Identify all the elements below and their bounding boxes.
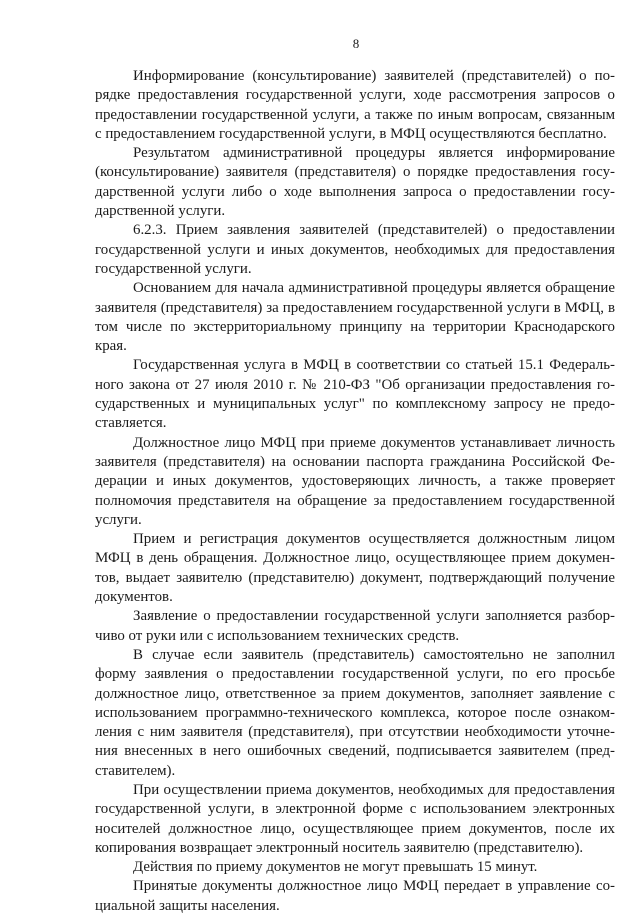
paragraph-consulting: Информирование (консультирование) заявителей (представителей) о порядке предоставления государственной услуги, ходе рассмотрения запросов о предоставлении государственной услуги, а также по иным вопросам, связанным с предоставлением государственной услуги, в МФЦ осуществляются бесплатно. [95,68,615,142]
paragraph-electronic-media: При осуществлении приема документов, необходимых для предоставления государственной услуги, в электронной форме с использованием электронных носителей должностное лицо, осуществляющее прием документов, после их копирования возвращает электронный носитель заявителю (представителю). [95,781,615,856]
paragraph-identity-check: Должностное лицо МФЦ при приеме документов устанавливает личность заявителя (представителя) на основании паспорта гражданина Российской Федерации и иных документов, удостоверяющих личность, а также проверяет полномочия представителя на обращение за предоставлением государственной услуги. [95,434,615,528]
paragraph-basis: Основанием для начала административной процедуры является обращение заявителя (представителя) за предоставлением государственной услуги в МФЦ, в том числе по экстерриториальному принципу на территории Краснодарского края. [95,280,615,355]
paragraph-complex-request: Государственная услуга в МФЦ в соответствии со статьей 15.1 Федерального закона от 27 июля 2010 г. № 210-ФЗ "Об организации предоставления государственных и муниципальных услуг" по комплексному запросу не предоставляется. [95,357,615,432]
paragraph-result: Результатом административной процедуры является информирование (консультирование) заявителя (представителя) о порядке предоставления государственной услуги либо о ходе выполнения запроса о предоставлении государственной услуги. [95,145,615,220]
page-number: 8 [352,36,360,51]
document-body [95,67,615,916]
paragraph-transfer: Принятые документы должностное лицо МФЦ передает в управление социальной защиты населения. [95,878,615,914]
section-heading-6-2-3: 6.2.3. Прием заявления заявителей (представителей) о предоставлении государственной услуги и иных документов, необходимых для предоставления государственной услуги. [95,222,615,277]
paragraph-time-limit: Действия по приему документов не могут превышать 15 минут. [133,859,538,876]
paragraph-filling: Заявление о предоставлении государственной услуги заполняется разборчиво от руки или с использованием технических средств. [95,608,615,644]
paragraph-registration: Прием и регистрация документов осуществляется должностным лицом МФЦ в день обращения. Должностное лицо, осуществляющее прием документов, выдает заявителю (представителю) документ, подтверждающий получение документов. [95,531,615,606]
paragraph-assisted-filling: В случае если заявитель (представитель) самостоятельно не заполнил форму заявления о предоставлении государственной услуги, по его просьбе должностное лицо, ответственное за прием документов, заполняет заявление с использованием программно-технического комплекса, которое после ознакомления с ним заявителя (представителя), при отсутствии необходимости уточнения внесенных в него ошибочных сведений, подписывается заявителем (представителем). [95,646,615,779]
